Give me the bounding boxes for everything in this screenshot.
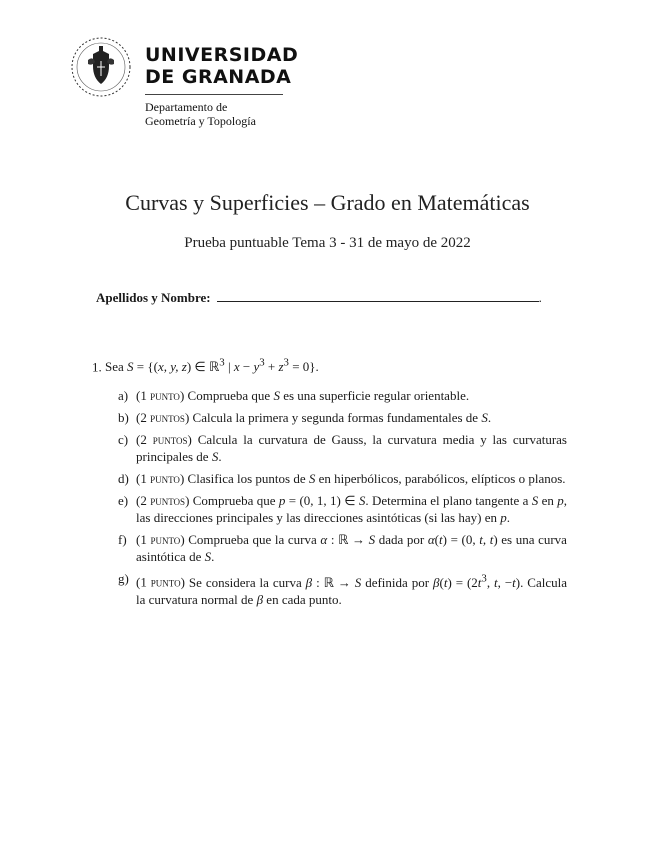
exercise-item-text: Comprueba que p = (0, 1, 1) ∈ S. Determina el plano tangente a S en p, las direcciones principales y las direcciones asintóticas (si las hay) en p.: [136, 493, 567, 526]
university-seal-icon: [70, 36, 132, 98]
exercise-item: g) (1 punto) Se considera la curva β : ℝ → S definida por $\beta(t) = (2t^3$, t, −t). Calcula la curvatura normal de β en cada punto.: [118, 571, 568, 607]
document-subtitle: Prueba puntuable Tema 3 - 31 de mayo de 2022: [184, 235, 471, 251]
exercise-item-points: 2 puntos: [140, 410, 185, 426]
header-divider: [145, 94, 283, 95]
exercise-intro: Sea S = {(x, y, z) ∈ ℝ$^3$ | $x - y^3 + z^3 = 0$}.: [105, 357, 319, 375]
exercise-item-label: b): [118, 410, 129, 426]
name-field-terminator: .: [538, 290, 542, 305]
exercise-header: [92, 355, 567, 375]
exercise-item: c) (2 puntos) Calcula la curvatura de Gauss, la curvatura media y las curvaturas principales de S.: [118, 432, 567, 465]
exercise-item-text: Clasifica los puntos de S en hiperbólicos, parabólicos, elípticos o planos.: [187, 471, 566, 487]
exercise-item-label: e): [118, 493, 129, 509]
exercise-items: [92, 387, 567, 607]
exercise-item-label: d): [118, 471, 129, 487]
exercise-number: 1.: [92, 359, 102, 375]
exercise-item-points: 1 punto: [140, 471, 180, 487]
exercise-item: b) (2 puntos) Calcula la primera y segunda formas fundamentales de S.: [118, 410, 492, 426]
exercise-item-points: 2 puntos: [140, 493, 186, 509]
name-field-blank-line[interactable]: [217, 291, 539, 302]
department-line1: Departamento de: [145, 100, 228, 114]
exercise-item-text: Se considera la curva β : ℝ → S definida por $\beta(t) = (2t^3$, t, −t). Calcula la curvatura normal de β en cada punto.: [136, 572, 568, 607]
exercise-item: d) (1 punto) Clasifica los puntos de S en hiperbólicos, parabólicos, elípticos o planos.: [118, 471, 566, 487]
document-title: Curvas y Superficies – Grado en Matemáticas: [125, 190, 530, 215]
exercise-1: [92, 355, 567, 613]
exercise-item-text: Comprueba que la curva α : ℝ → S dada por α(t) = (0, t, t) es una curva asintótica de S.: [136, 532, 567, 565]
exercise-item-text: Calcula la curvatura de Gauss, la curvatura media y las curvaturas principales de S.: [136, 432, 567, 465]
university-name-line2: DE GRANADA: [145, 66, 292, 88]
department-name: [145, 100, 256, 128]
exercise-item-label: a): [118, 388, 129, 404]
exercise-item-points: 1 punto: [140, 574, 181, 590]
exercise-item-text: Calcula la primera y segunda formas fundamentales de S.: [192, 410, 492, 426]
exercise-item-text: Comprueba que S es una superficie regular orientable.: [187, 388, 470, 404]
exercise-item: e) (2 puntos) Comprueba que p = (0, 1, 1) ∈ S. Determina el plano tangente a S en p, las direcciones principales y las direcciones asintóticas (si las hay) en p.: [118, 493, 567, 526]
exercise-item: a) (1 punto) Comprueba que S es una superficie regular orientable.: [118, 388, 470, 404]
exercise-item: f) (1 punto) Comprueba que la curva α : ℝ → S dada por α(t) = (0, t, t) es una curva asintótica de S.: [118, 532, 567, 565]
exercise-item-label: f): [118, 532, 127, 548]
name-field-label: Apellidos y Nombre:: [96, 290, 211, 305]
exercise-item-points: 1 punto: [140, 388, 180, 404]
exercise-item-points: 1 punto: [140, 532, 181, 548]
university-name: [145, 44, 298, 88]
name-field: [96, 290, 542, 306]
university-name-line1: UNIVERSIDAD: [145, 44, 299, 66]
exercise-item-label: c): [118, 432, 129, 448]
exercise-item-label: g): [118, 571, 129, 587]
department-line2: Geometría y Topología: [145, 114, 256, 128]
exercise-item-points: 2 puntos: [140, 432, 188, 448]
